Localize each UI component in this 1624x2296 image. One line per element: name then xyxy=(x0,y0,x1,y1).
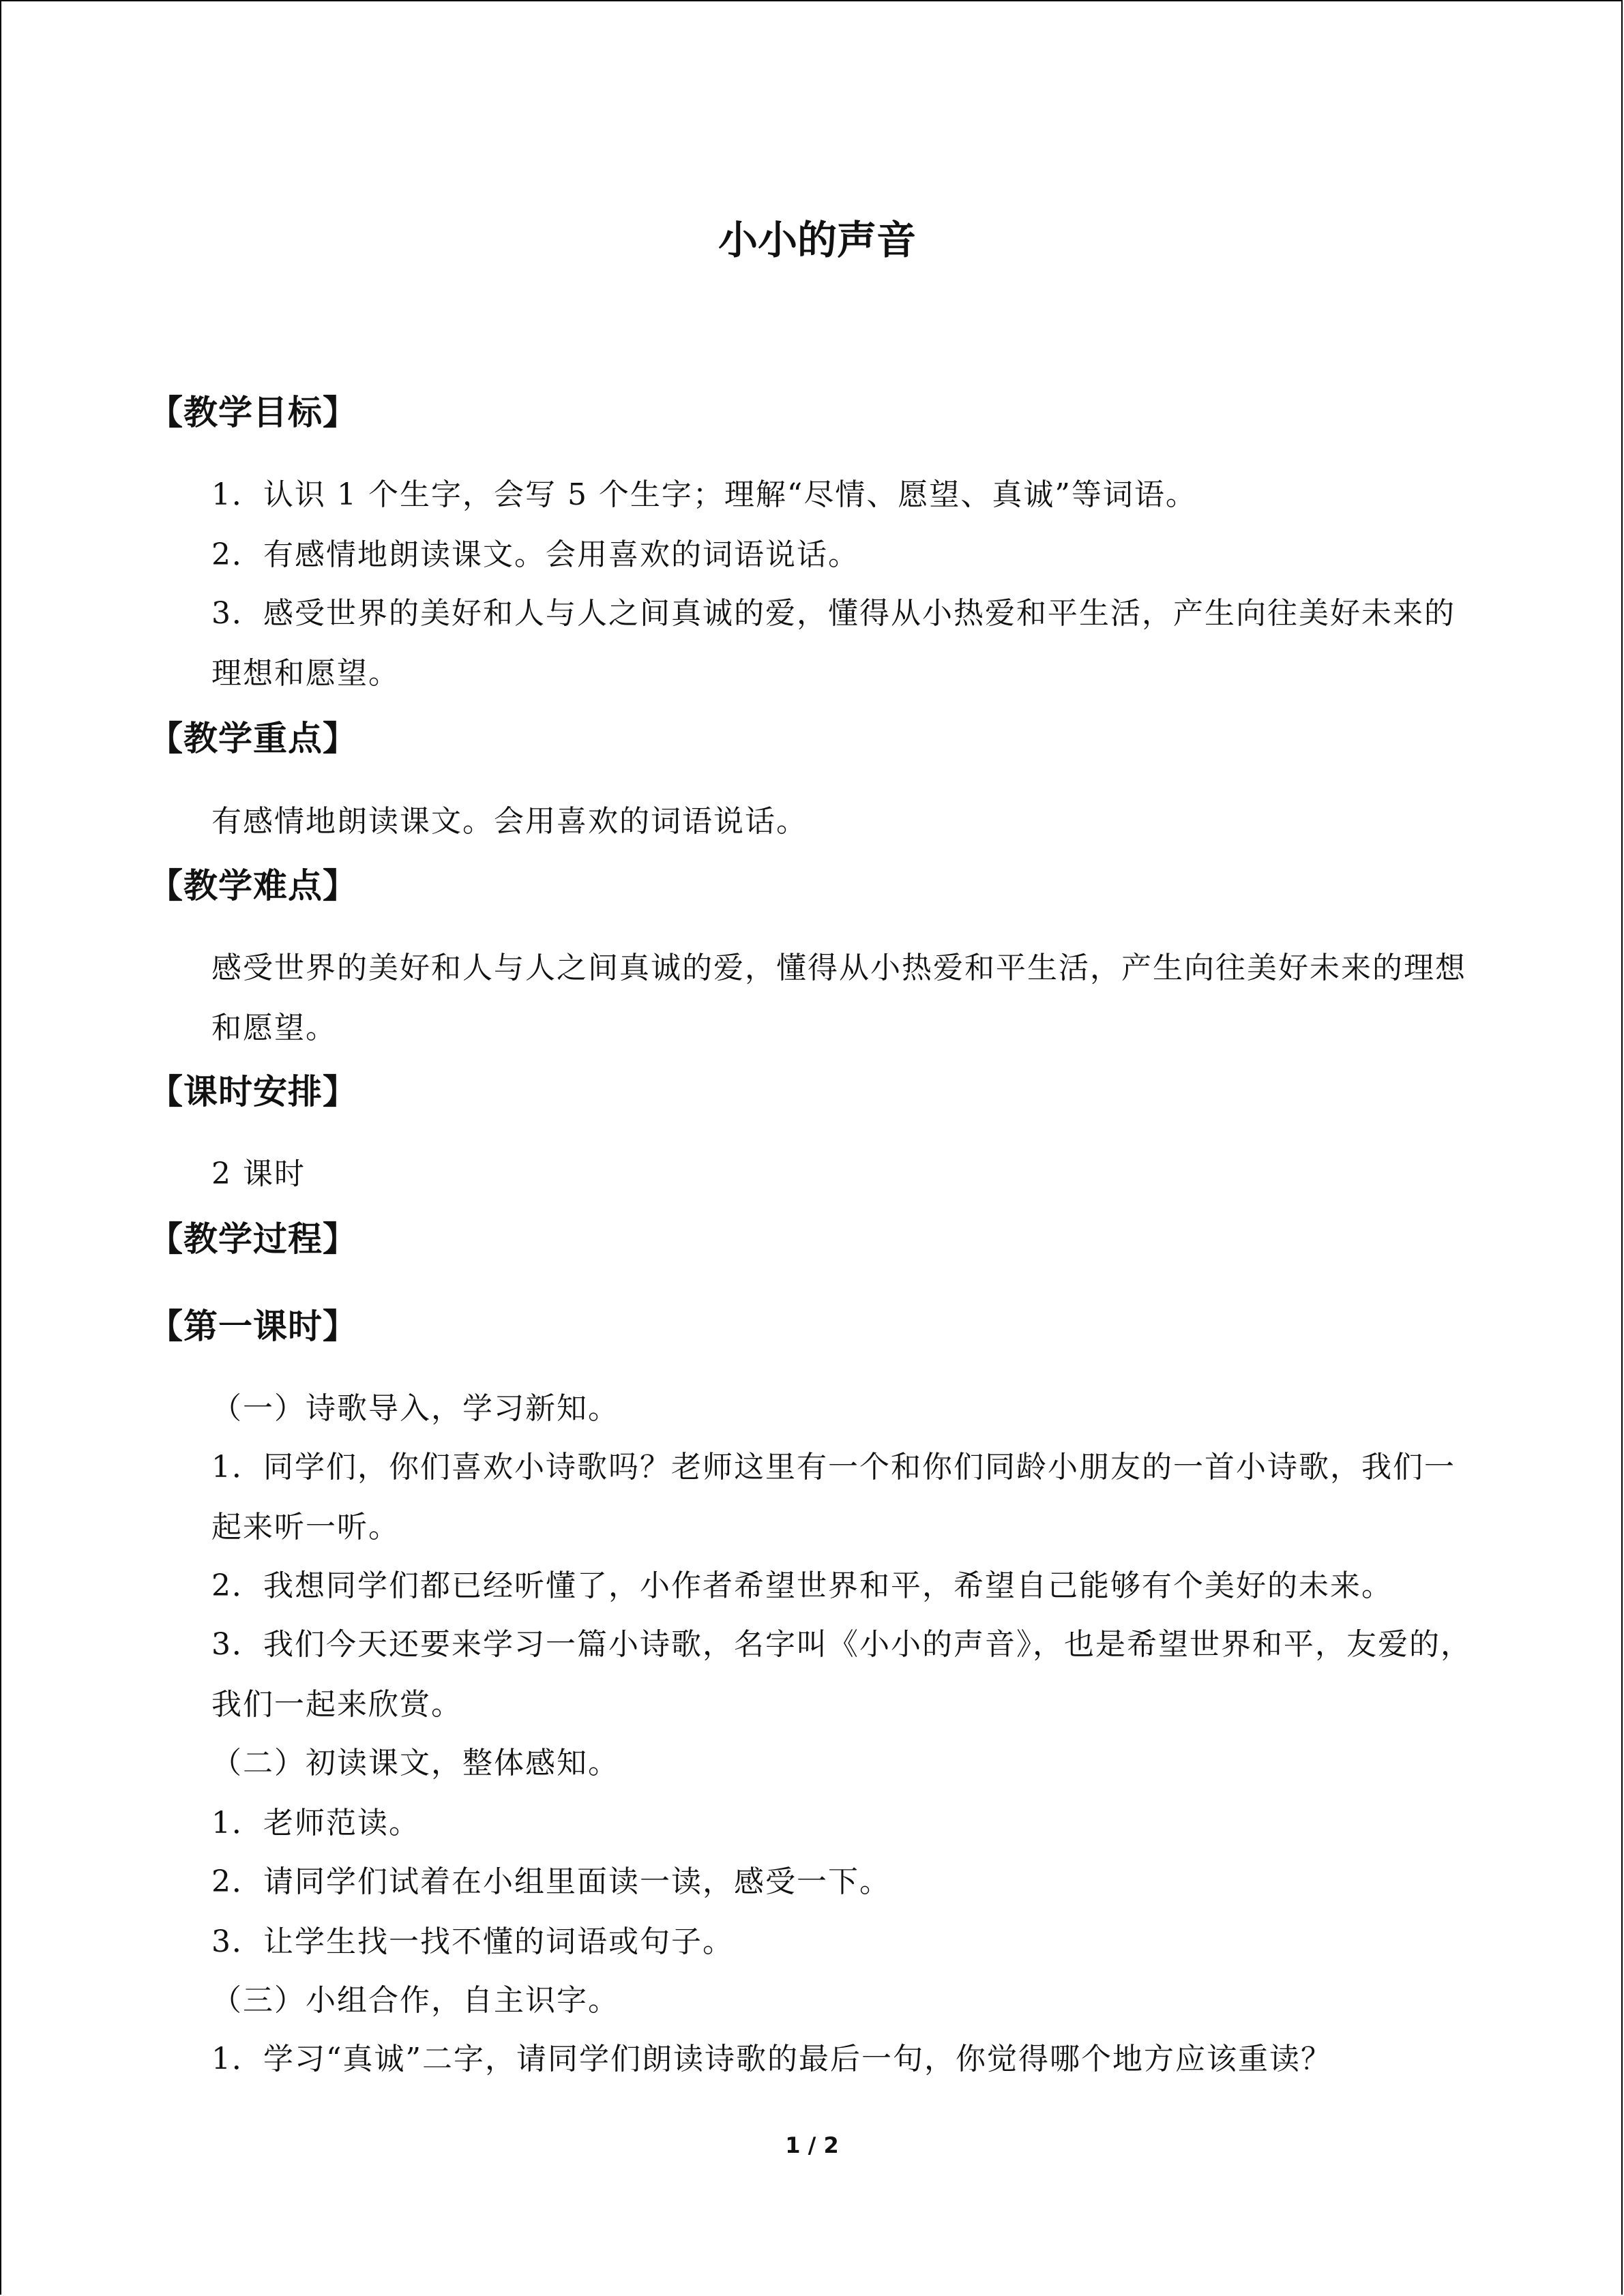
heading-difficulties: 【教学难点】 xyxy=(149,866,357,906)
heading-key-points: 【教学重点】 xyxy=(149,719,357,758)
heading-process: 【教学过程】 xyxy=(149,1219,357,1259)
part1-item-2: 2．我想同学们都已经听懂了，小作者希望世界和平，希望自己能够有个美好的未来。 xyxy=(211,1568,1393,1603)
heading-lesson-1: 【第一课时】 xyxy=(149,1307,357,1346)
part2-title: （二）初读课文，整体感知。 xyxy=(211,1746,619,1780)
part1-item-1: 1．同学们，你们喜欢小诗歌吗？老师这里有一个和你们同龄小朋友的一首小诗歌，我们一起来听一听。 xyxy=(211,1450,1456,1545)
schedule-text: 2 课时 xyxy=(211,1157,306,1191)
objective-item-1: 1．认识 1 个生字，会写 5 个生字；理解“尽情、愿望、真诚”等词语。 xyxy=(211,477,1197,512)
part2-item-2: 2．请同学们试着在小组里面读一读，感受一下。 xyxy=(211,1864,891,1899)
part3-title: （三）小组合作，自主识字。 xyxy=(211,1983,619,2018)
page-title: 小小的声音 xyxy=(718,217,916,263)
part2-item-1: 1．老师范读。 xyxy=(211,1806,420,1840)
objective-item-3: 3．感受世界的美好和人与人之间真诚的爱，懂得从小热爱和平生活，产生向往美好未来的理想和愿望。 xyxy=(211,596,1456,691)
part2-item-3: 3．让学生找一找不懂的词语或句子。 xyxy=(211,1924,734,1959)
page-number: 1 / 2 xyxy=(785,2132,839,2158)
heading-schedule: 【课时安排】 xyxy=(149,1072,357,1112)
objective-item-2: 2．有感情地朗读课文。会用喜欢的词语说话。 xyxy=(211,537,859,572)
part1-item-3: 3．我们今天还要来学习一篇小诗歌，名字叫《小小的声音》，也是希望世界和平，友爱的，我们一起来欣赏。 xyxy=(211,1627,1472,1722)
heading-objectives: 【教学目标】 xyxy=(149,393,357,432)
part1-title: （一）诗歌导入，学习新知。 xyxy=(211,1391,619,1426)
key-points-text: 有感情地朗读课文。会用喜欢的词语说话。 xyxy=(211,804,808,839)
difficulties-text: 感受世界的美好和人与人之间真诚的爱，懂得从小热爱和平生活，产生向往美好未来的理想和愿望。 xyxy=(211,951,1466,1045)
part3-item-1: 1．学习“真诚”二字，请同学们朗读诗歌的最后一句，你觉得哪个地方应该重读？ xyxy=(211,2042,1332,2076)
